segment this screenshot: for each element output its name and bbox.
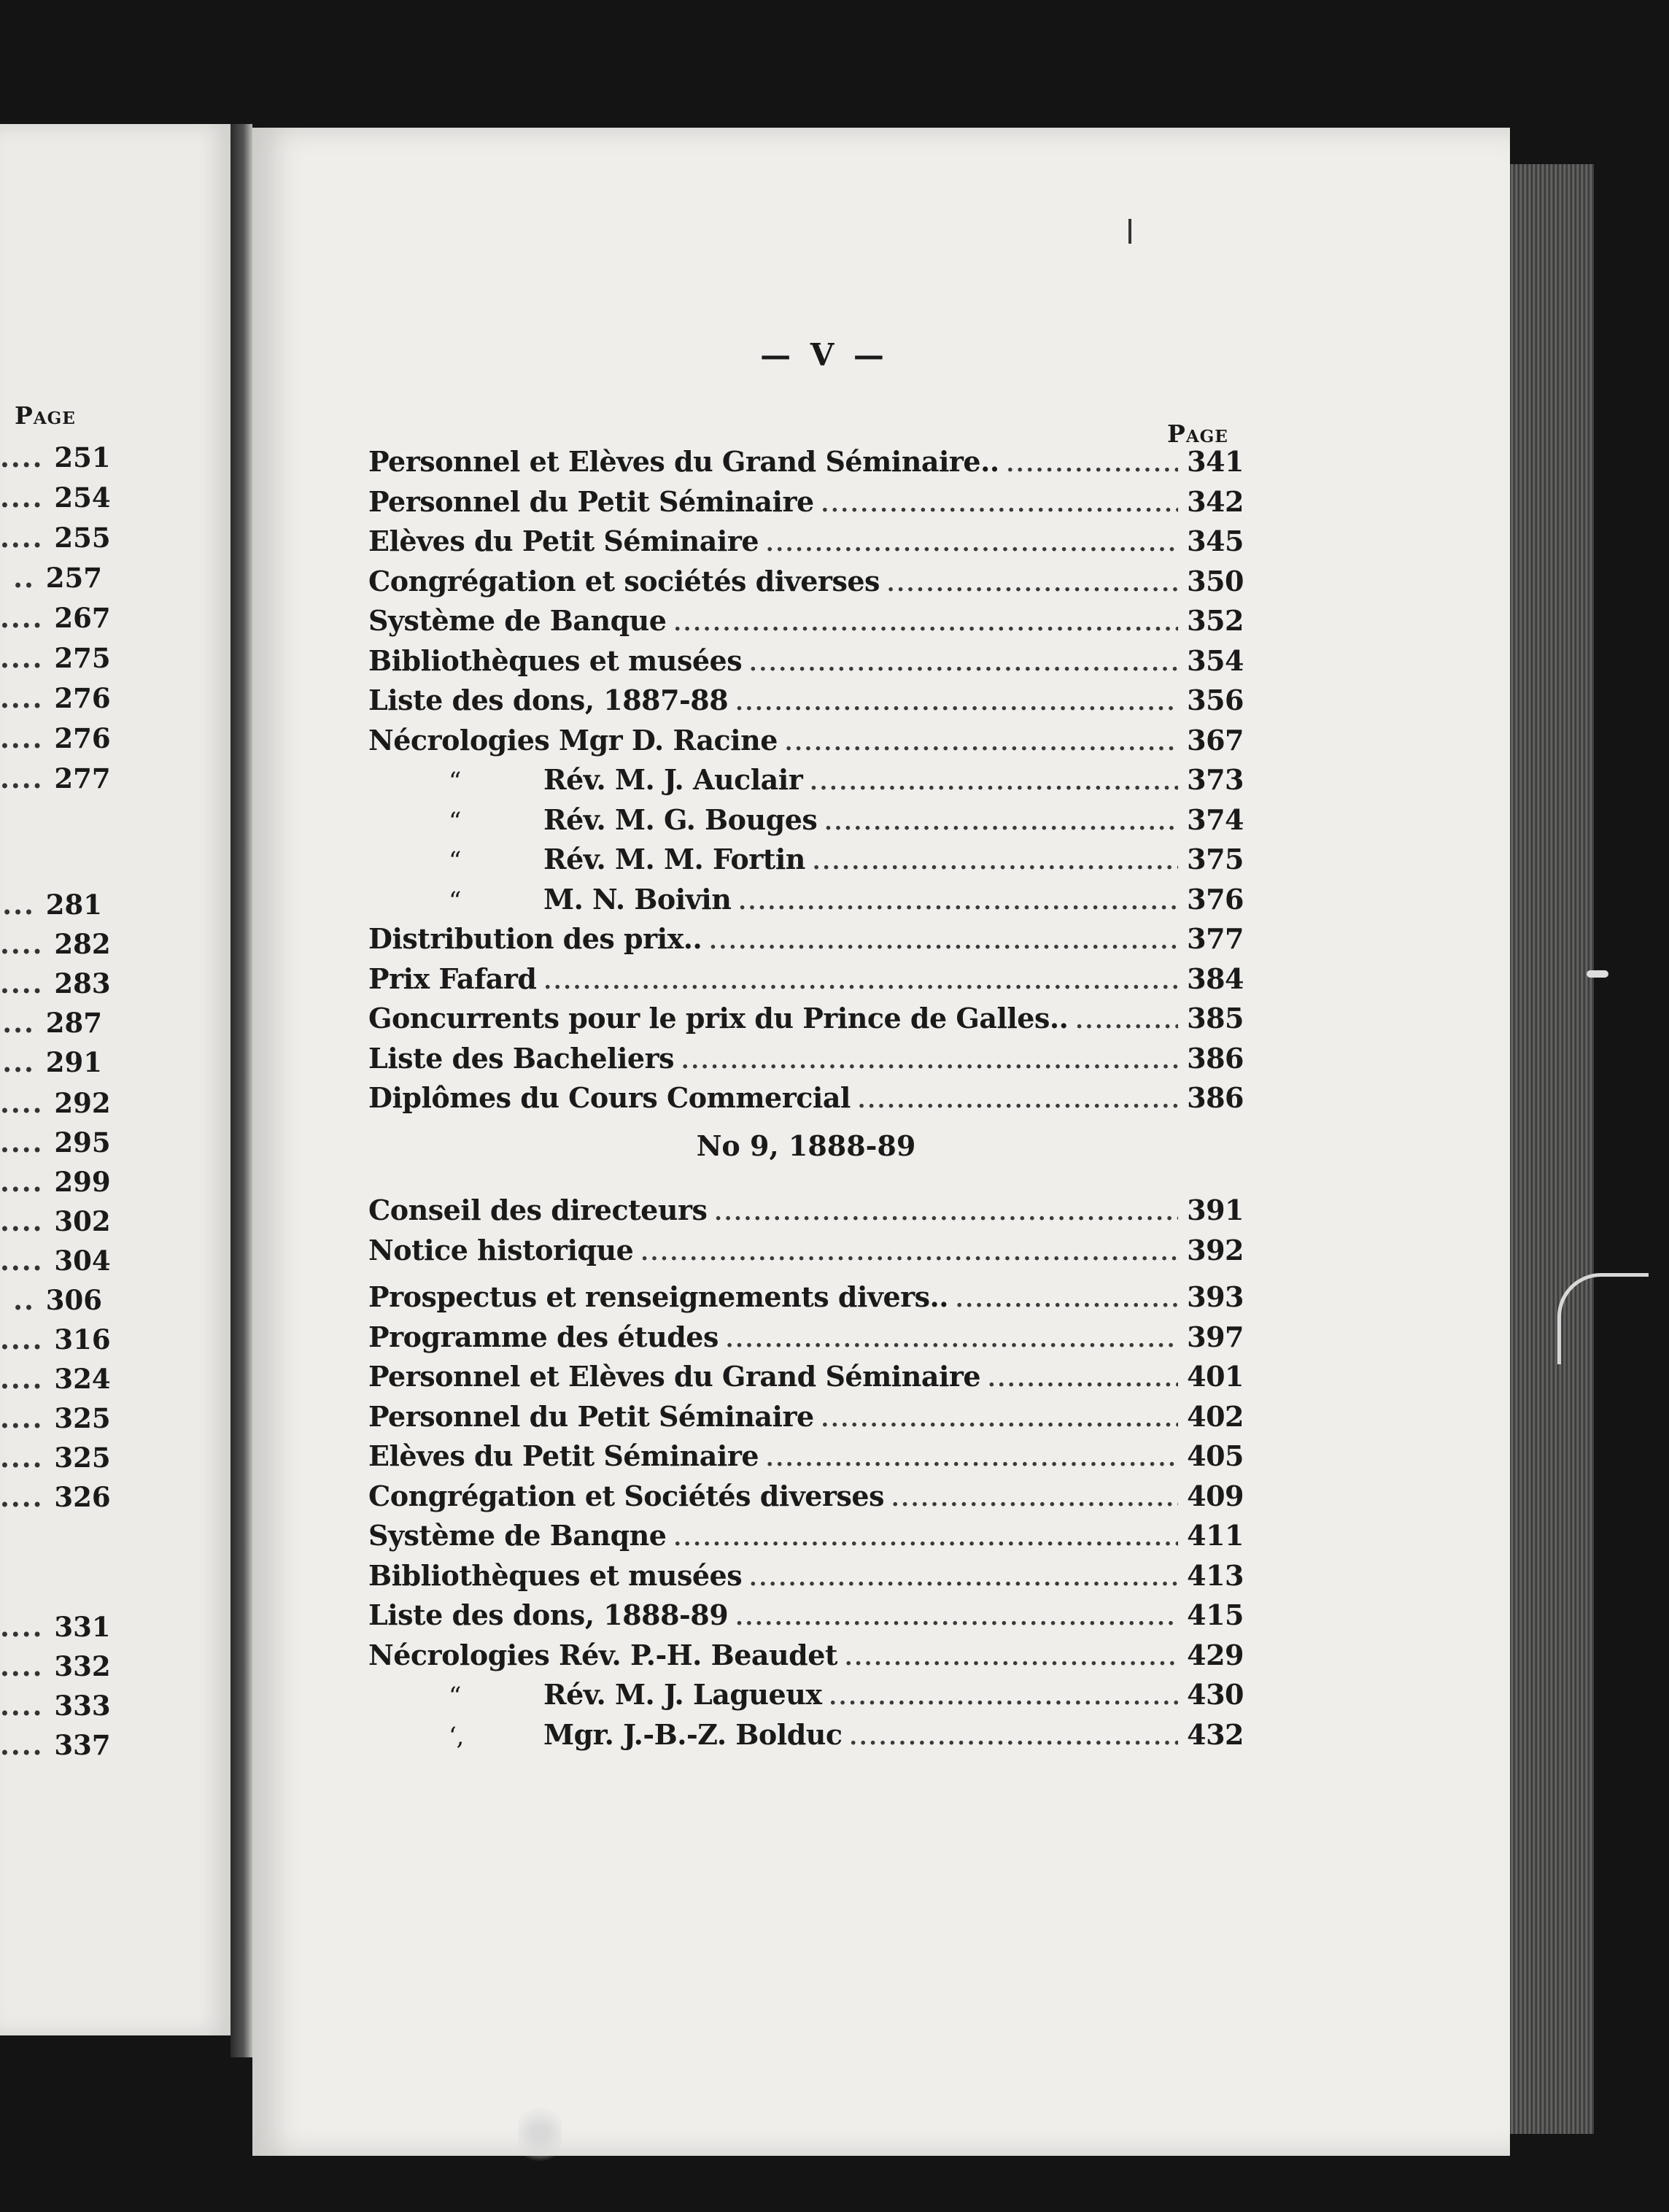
toc-entry: [368, 445, 1244, 482]
page-ref: 255: [54, 522, 111, 554]
dust-mark: [1587, 970, 1608, 978]
leader-dots: ....: [0, 642, 55, 674]
leader-dots: [824, 810, 1178, 835]
leader-dots: [858, 1088, 1178, 1113]
leader-dots: [887, 571, 1178, 597]
leader-dots: [714, 1200, 1178, 1226]
page-ref: 397: [1187, 1320, 1244, 1353]
page-ref: 385: [1187, 1002, 1244, 1035]
leader-dots: ....: [0, 1690, 55, 1722]
toc-entry: [368, 1320, 1244, 1357]
leader-dots: ....: [0, 441, 55, 473]
leader-dots: ....: [0, 1611, 55, 1643]
entry-title-text: Congrégation et Sociétés diverses: [368, 1479, 884, 1512]
toc-entry: [368, 1002, 1244, 1038]
entry-title-text: Distribution des prix..: [368, 922, 702, 955]
left-toc-row: [0, 1087, 111, 1119]
page-ref: 432: [1187, 1717, 1244, 1751]
ditto-mark: “: [449, 806, 461, 836]
page-ref: 413: [1187, 1558, 1244, 1592]
left-toc-row: [0, 889, 102, 921]
entry-title: [368, 1234, 633, 1267]
entry-title: [368, 803, 817, 836]
entry-title: [368, 1559, 742, 1592]
entry-title: [368, 1400, 814, 1433]
page-ref: 374: [1187, 803, 1244, 836]
leader-dots: ....: [0, 482, 55, 514]
leader-dots: [681, 1048, 1178, 1074]
entry-title-text: Personnel et Elèves du Grand Séminaire: [368, 1360, 981, 1393]
page-ref: 392: [1187, 1233, 1244, 1267]
leader-dots: [829, 1685, 1178, 1710]
leader-dots: [673, 611, 1178, 636]
page-ref: 254: [54, 482, 111, 514]
leader-dots: [891, 1486, 1178, 1512]
entry-title: [368, 1360, 980, 1393]
toc-entry: [368, 962, 1244, 999]
left-toc-row: [0, 1690, 111, 1722]
leader-dots: [673, 1525, 1178, 1551]
leader-dots: [785, 730, 1178, 756]
entry-title-text: Nécrologies Rév. P.-H. Beaudet: [368, 1638, 837, 1671]
page-ref: 342: [1187, 484, 1244, 518]
page-ref: 251: [54, 441, 111, 473]
leader-dots: [850, 1725, 1178, 1750]
page-ref: 356: [1187, 684, 1244, 716]
page-ref: 386: [1187, 1041, 1244, 1075]
book-gutter: [231, 124, 252, 2057]
entry-title: [368, 485, 814, 518]
entry-title-text: Système de Banque: [368, 604, 667, 637]
left-toc-row: [0, 642, 111, 674]
left-page-header: Page: [15, 401, 76, 430]
leader-dots: ....: [0, 602, 55, 634]
leader-dots: ....: [0, 1442, 55, 1474]
leader-dots: ....: [0, 1650, 55, 1682]
toc-entry: [368, 1598, 1244, 1635]
leader-dots: [813, 849, 1178, 875]
entry-title-text: Prospectus et renseignements divers..: [368, 1280, 949, 1313]
left-toc-row: [0, 1402, 111, 1434]
left-toc-row: [0, 1650, 111, 1682]
left-toc-row: [0, 1166, 111, 1198]
entry-title: [368, 724, 778, 757]
page-ref: 325: [54, 1402, 111, 1434]
entry-title: [368, 962, 537, 995]
toc-entry: [368, 1439, 1244, 1476]
left-toc-row: [0, 682, 111, 714]
page-ref: 350: [1187, 564, 1244, 598]
entry-title-text: Programme des études: [368, 1320, 719, 1353]
toc-entry: [368, 684, 1244, 720]
entry-title: [368, 922, 702, 955]
entry-title: [368, 1042, 674, 1075]
leader-dots: ....: [0, 1481, 55, 1513]
toc-entry: [368, 843, 1244, 879]
leader-dots: [1007, 452, 1178, 477]
page-ref: 316: [54, 1323, 111, 1356]
toc-entry: [368, 1042, 1244, 1078]
page-ref: 430: [1187, 1678, 1244, 1711]
toc-entry: [368, 1519, 1244, 1555]
entry-title-text: Bibliothèques et musées: [368, 643, 743, 677]
page-ref: 337: [54, 1729, 111, 1761]
entry-title-text: Bibliothèques et musées: [368, 1558, 743, 1592]
toc-entry: [368, 803, 1244, 840]
toc-entry: [368, 1280, 1244, 1317]
toc-entry: [368, 1559, 1244, 1596]
entry-title: [368, 525, 759, 557]
left-toc-row: [0, 928, 111, 960]
leader-dots: ....: [0, 967, 55, 999]
scratch-mark: [1557, 1273, 1649, 1364]
leader-dots: [766, 531, 1178, 557]
entry-title: [368, 1480, 884, 1512]
page-ref: 415: [1187, 1598, 1244, 1631]
entry-title: [368, 445, 999, 478]
toc-entry: [368, 1400, 1244, 1436]
leader-dots: [709, 929, 1178, 954]
leader-dots: [988, 1366, 1178, 1392]
page-ref: 354: [1187, 643, 1244, 677]
toc-entry: [368, 883, 1244, 919]
leader-dots: ....: [0, 522, 55, 554]
page-ref: 282: [54, 928, 111, 960]
page-ref: 409: [1187, 1479, 1244, 1512]
page-ref: 376: [1187, 882, 1244, 916]
leader-dots: ....: [0, 1729, 55, 1761]
entry-title: [368, 1081, 851, 1114]
page-ref: 283: [54, 967, 111, 999]
page-ref: 393: [1187, 1280, 1244, 1313]
leader-dots: ....: [0, 682, 55, 714]
entry-title-text: Personnel et Elèves du Grand Séminaire..: [368, 445, 999, 478]
page-ref: 386: [1187, 1081, 1244, 1114]
page-ref: 292: [54, 1087, 111, 1119]
entry-title-text: Goncurrents pour le prix du Prince de Galles..: [368, 1002, 1069, 1035]
left-toc-row: [0, 1363, 111, 1395]
leader-dots: ....: [0, 1245, 55, 1277]
entry-title: [368, 644, 742, 677]
toc-entry: [368, 1081, 1244, 1118]
ditto-mark: “: [449, 846, 461, 875]
entry-title-text: Rév. M. J. Auclair: [543, 763, 803, 796]
leader-dots: [1075, 1008, 1178, 1034]
page-ref: 326: [54, 1481, 111, 1513]
left-toc-row: [0, 522, 111, 554]
entry-title-text: Liste des dons, 1888-89: [368, 1598, 729, 1631]
entry-title-text: Liste des dons, 1887-88: [368, 684, 729, 716]
page-ref: 377: [1187, 922, 1244, 955]
leader-dots: ...: [2, 1046, 46, 1078]
leader-dots: [640, 1240, 1178, 1266]
leader-dots: [726, 1327, 1178, 1353]
page-ref: 306: [45, 1284, 102, 1316]
page-ref: 341: [1187, 445, 1244, 478]
left-toc-row: [0, 562, 102, 594]
entry-title-text: Prix Fafard: [368, 962, 537, 995]
page-ref: 324: [54, 1363, 111, 1395]
leader-dots: [749, 651, 1178, 676]
left-toc-row: [0, 762, 111, 794]
left-toc-row: [0, 441, 111, 473]
left-toc-row: [0, 1611, 111, 1643]
page-ref: 384: [1187, 962, 1244, 995]
page-ref: 405: [1187, 1439, 1244, 1472]
leader-dots: ...: [2, 1007, 46, 1039]
page-ref: 373: [1187, 763, 1244, 796]
left-toc-row: [0, 1046, 102, 1078]
entry-title-text: Personnel du Petit Séminaire: [368, 484, 814, 518]
toc-entry: [368, 1639, 1244, 1675]
leader-dots: ..: [13, 1284, 46, 1316]
page-ref: 276: [54, 722, 111, 754]
toc-entry: [368, 1480, 1244, 1516]
page-number: — V —: [760, 337, 888, 373]
left-toc-row: [0, 1481, 111, 1513]
leader-dots: ....: [0, 722, 55, 754]
leader-dots: ....: [0, 1166, 55, 1198]
toc-entry: [368, 644, 1244, 681]
entry-title: [368, 1678, 821, 1711]
print-mark: [1128, 219, 1131, 244]
entry-title-text: Rév. M. G. Bouges: [543, 803, 818, 836]
entry-title-text: M. N. Boivin: [543, 882, 732, 916]
entry-title-text: Liste des Bacheliers: [368, 1041, 675, 1075]
page-ref: 281: [45, 889, 102, 921]
toc-entry: [368, 724, 1244, 760]
left-toc-row: [0, 1205, 111, 1237]
entry-title: [368, 763, 802, 796]
toc-entry: [368, 1360, 1244, 1396]
page-ref: 267: [54, 602, 111, 634]
left-toc-row: [0, 1245, 111, 1277]
page-ref: 277: [54, 762, 111, 794]
leader-dots: ....: [0, 1402, 55, 1434]
leader-dots: [735, 690, 1178, 716]
leader-dots: [735, 1605, 1178, 1631]
page-ref: 402: [1187, 1399, 1244, 1433]
leader-dots: ....: [0, 1087, 55, 1119]
leader-dots: ..: [13, 562, 46, 594]
leader-dots: ....: [0, 1205, 55, 1237]
toc-entry: [368, 604, 1244, 641]
page-edges: [1510, 164, 1594, 2134]
page-ref: 391: [1187, 1194, 1244, 1226]
entry-title: [368, 1194, 707, 1226]
entry-title: [368, 1519, 666, 1552]
entry-title: [368, 565, 880, 598]
toc-entry: [368, 1234, 1244, 1270]
entry-title: [368, 1002, 1068, 1035]
entry-title: [368, 1598, 728, 1631]
entry-title-text: Mgr. J.-B.-Z. Bolduc: [543, 1717, 843, 1751]
leader-dots: [544, 969, 1179, 994]
page-ref: 332: [54, 1650, 111, 1682]
page-ref: 331: [54, 1611, 111, 1643]
left-toc-row: [0, 1284, 102, 1316]
entry-title: [368, 883, 731, 916]
left-toc-row: [0, 1729, 111, 1761]
ditto-mark: ‘‚: [449, 1721, 464, 1751]
entry-title: [368, 843, 805, 875]
leader-dots: [749, 1566, 1178, 1591]
leader-dots: ....: [0, 762, 55, 794]
toc-entry: [368, 1718, 1244, 1755]
page-ref: 295: [54, 1126, 111, 1159]
toc-entry: [368, 525, 1244, 561]
ditto-mark: “: [449, 1682, 461, 1711]
leader-dots: [766, 1446, 1178, 1472]
left-toc-row: [0, 1007, 102, 1039]
page-ref: 375: [1187, 843, 1244, 875]
left-toc-row: [0, 967, 111, 999]
toc-entry: [368, 763, 1244, 800]
page-ref: 291: [45, 1046, 102, 1078]
toc-entry: [368, 1678, 1244, 1714]
entry-title: [368, 1639, 837, 1671]
toc-entry: [368, 565, 1244, 601]
leader-dots: [810, 770, 1178, 795]
left-page: [0, 124, 233, 2035]
entry-title-text: Congrégation et sociétés diverses: [368, 564, 880, 598]
entry-title: [368, 1320, 719, 1353]
toc-entry: [368, 1194, 1244, 1230]
entry-title: [368, 1718, 843, 1751]
page-ref: 325: [54, 1442, 111, 1474]
leader-dots: ....: [0, 1126, 55, 1159]
page-ref: 304: [54, 1245, 111, 1277]
entry-title-text: Système de Banqne: [368, 1519, 667, 1552]
leader-dots: ....: [0, 928, 55, 960]
entry-title: [368, 1439, 759, 1472]
page-ref: 257: [45, 562, 102, 594]
page-ref: 345: [1187, 525, 1244, 557]
entry-title-text: Personnel du Petit Séminaire: [368, 1399, 814, 1433]
leader-dots: [821, 492, 1178, 517]
leader-dots: [738, 889, 1178, 915]
leader-dots: ...: [2, 889, 46, 921]
page-ref: 287: [45, 1007, 102, 1039]
entry-title-text: Diplômes du Cours Commercial: [368, 1081, 851, 1114]
leader-dots: [845, 1645, 1178, 1671]
entry-title-text: Rév. M. J. Lagueux: [543, 1678, 822, 1711]
page-ref: 367: [1187, 723, 1244, 757]
entry-title: [368, 604, 666, 637]
entry-title-text: Elèves du Petit Séminaire: [368, 525, 759, 557]
entry-title-text: Rév. M. M. Fortin: [543, 843, 805, 875]
left-toc-row: [0, 602, 111, 634]
page-ref: 401: [1187, 1360, 1244, 1393]
leader-dots: [821, 1407, 1178, 1432]
page-ref: 276: [54, 682, 111, 714]
entry-title-text: Notice historique: [368, 1233, 634, 1267]
entry-title-text: Conseil des directeurs: [368, 1194, 708, 1226]
left-toc-row: [0, 1442, 111, 1474]
left-toc-row: [0, 482, 111, 514]
page-ref: 302: [54, 1205, 111, 1237]
page-ref: 299: [54, 1166, 111, 1198]
leader-dots: [956, 1287, 1178, 1312]
dust-spot: [518, 2101, 562, 2167]
entry-title: [368, 684, 728, 716]
entry-title-text: Elèves du Petit Séminaire: [368, 1439, 759, 1472]
leader-dots: ....: [0, 1323, 55, 1356]
page-ref: 275: [54, 642, 111, 674]
page-column-header: Page: [1167, 419, 1228, 448]
left-toc-row: [0, 1126, 111, 1159]
section-heading-1888-89: No 9, 1888-89: [696, 1129, 916, 1162]
ditto-mark: “: [449, 886, 461, 916]
page-ref: 411: [1187, 1519, 1244, 1552]
page-ref: 333: [54, 1690, 111, 1722]
page-ref: 429: [1187, 1638, 1244, 1671]
entry-title-text: Nécrologies Mgr D. Racine: [368, 723, 778, 757]
left-toc-row: [0, 722, 111, 754]
leader-dots: ....: [0, 1363, 55, 1395]
entry-title: [368, 1280, 948, 1313]
toc-entry: [368, 922, 1244, 959]
page-ref: 352: [1187, 604, 1244, 637]
ditto-mark: “: [449, 767, 461, 796]
toc-entry: [368, 485, 1244, 522]
left-toc-row: [0, 1323, 111, 1356]
